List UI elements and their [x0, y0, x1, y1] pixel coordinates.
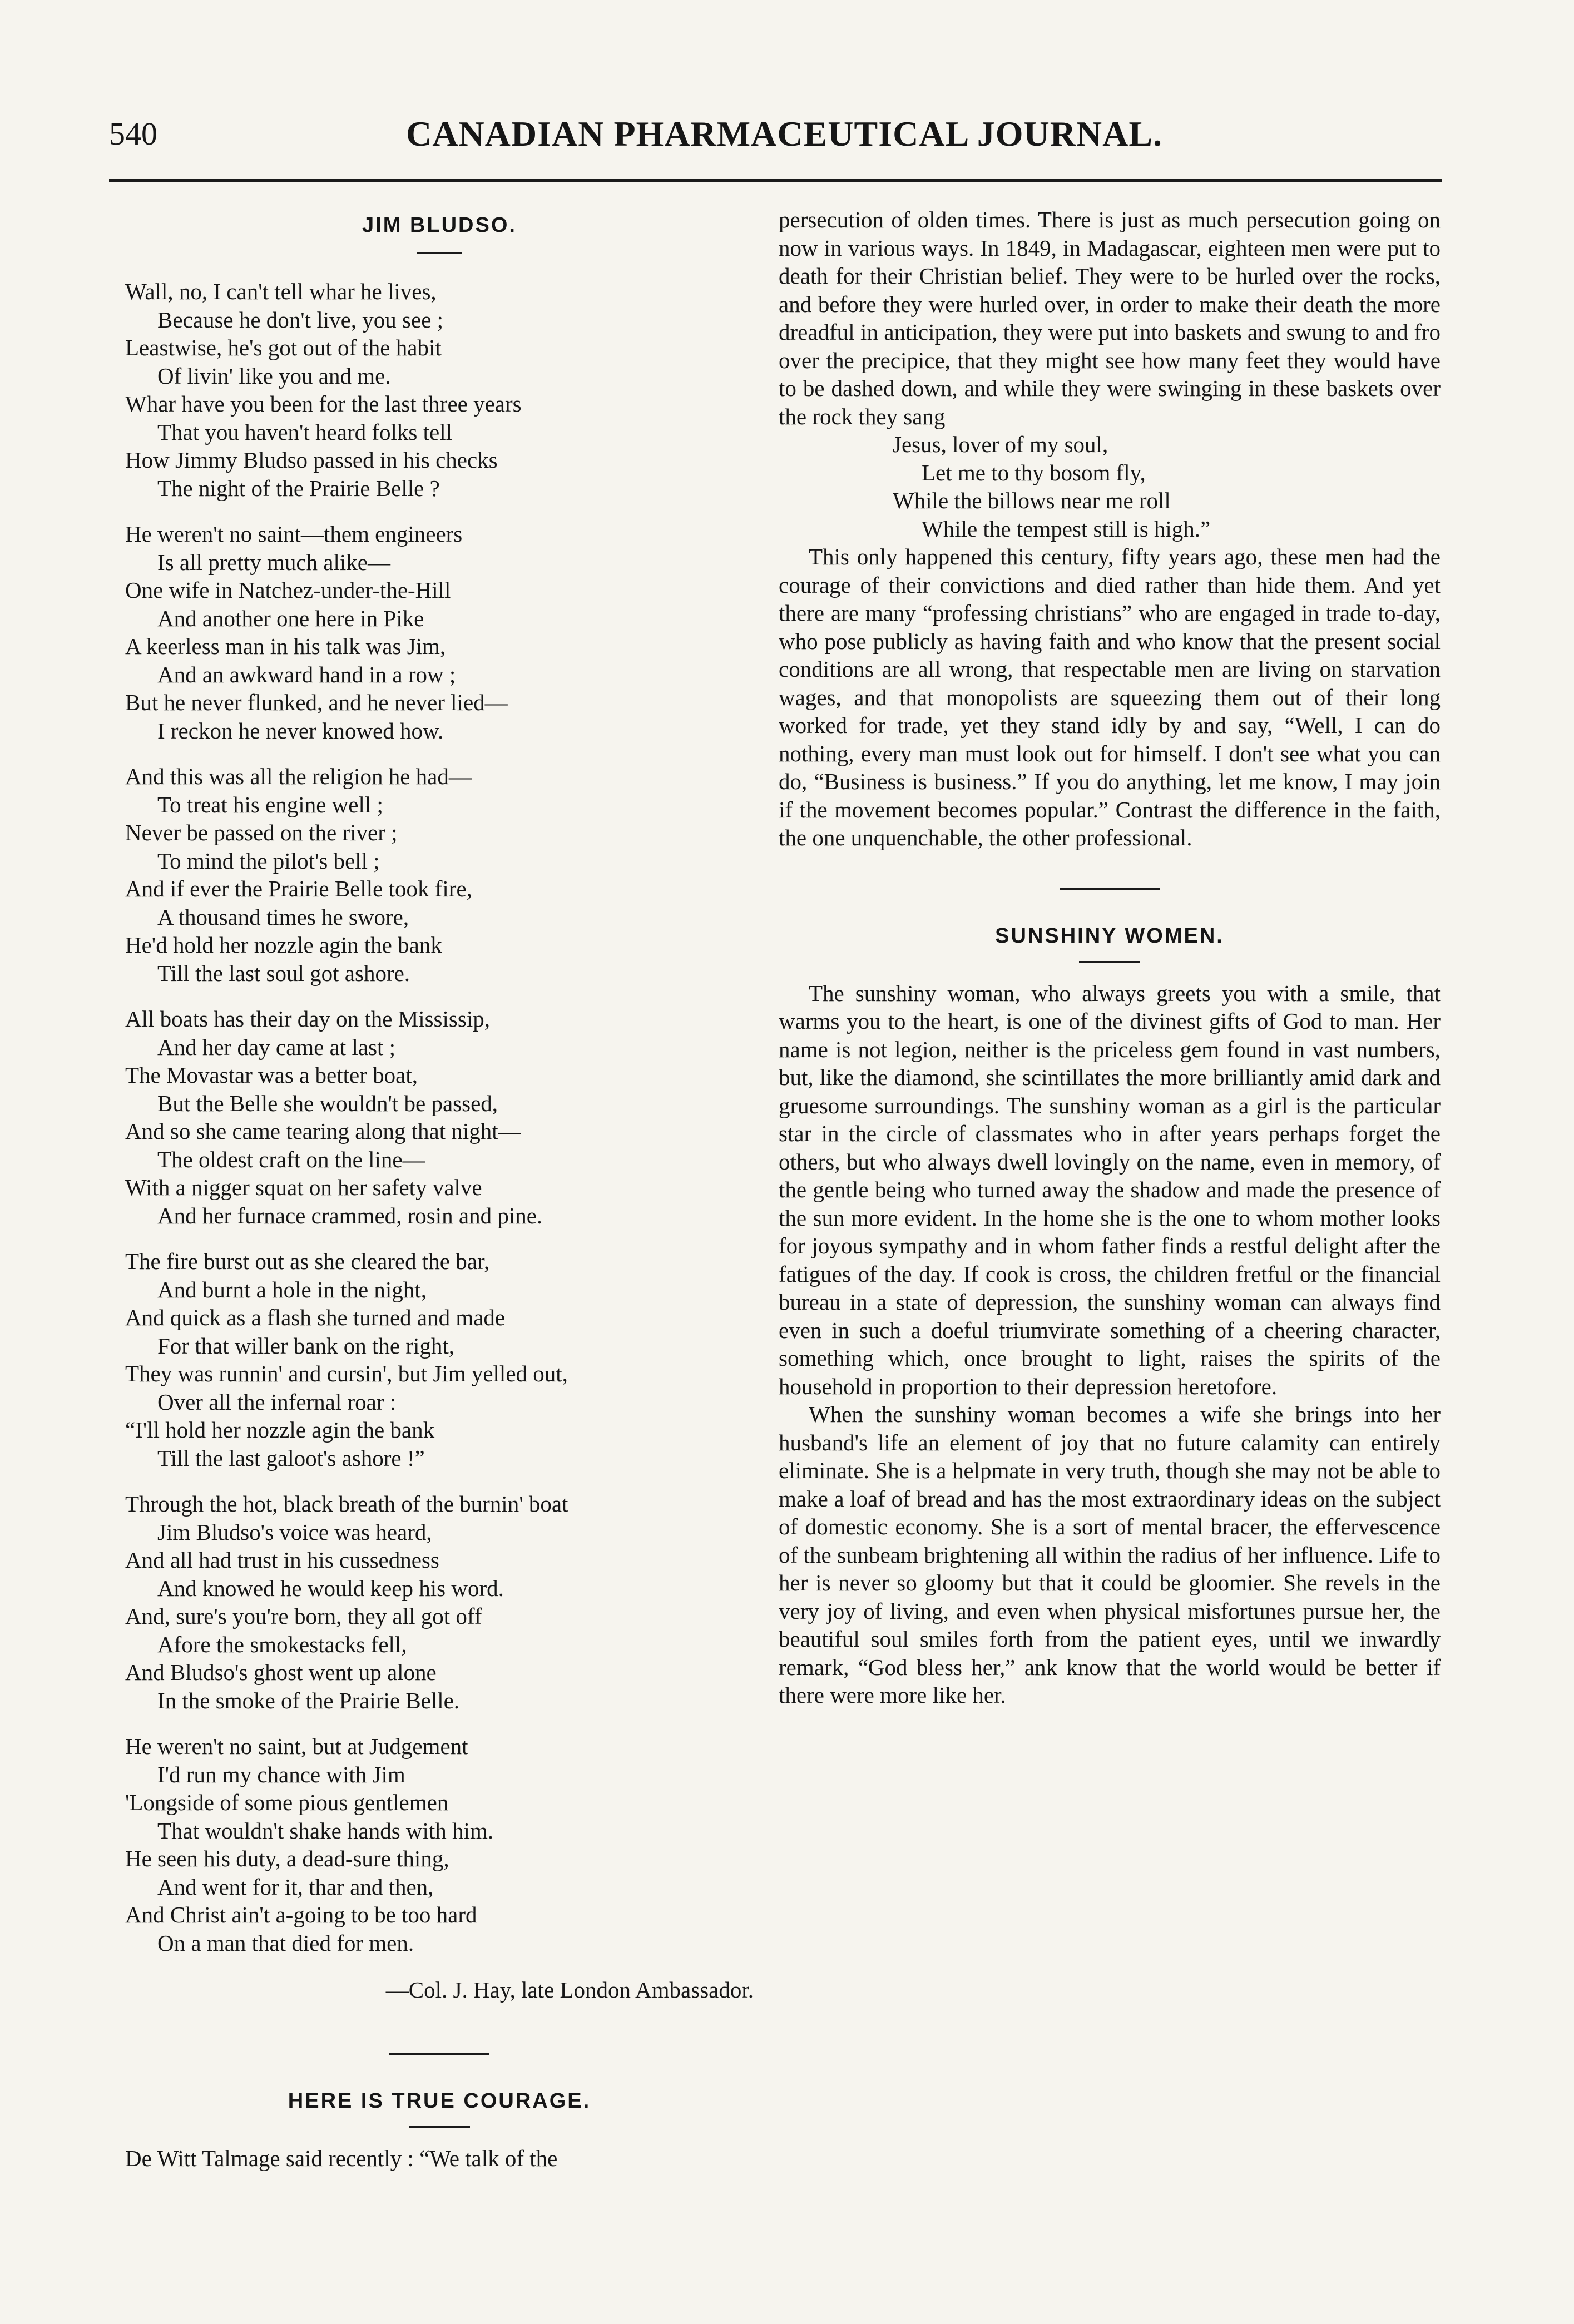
- title-dash: [1079, 961, 1140, 963]
- section-divider: [1060, 888, 1160, 890]
- courage-title: HERE IS TRUE COURAGE.: [288, 2089, 591, 2113]
- poem-line: In the smoke of the Prairie Belle.: [157, 1687, 460, 1713]
- header-rule: [109, 179, 1442, 182]
- poem-line: And went for it, thar and then,: [157, 1874, 434, 1900]
- poem-line: And burnt a hole in the night,: [157, 1276, 427, 1302]
- section-divider: [389, 2053, 489, 2055]
- poem-line: Till the last galoot's ashore !”: [157, 1445, 425, 1471]
- poem-line: Because he don't live, you see ;: [157, 306, 444, 333]
- poem-line: And her day came at last ;: [157, 1034, 396, 1060]
- poem-line: Of livin' like you and me.: [157, 363, 391, 389]
- poem-stanza: [125, 762, 754, 987]
- poem-line: And Bludso's ghost went up alone: [125, 1659, 437, 1685]
- poem-line: Leastwise, he's got out of the habit: [125, 335, 442, 360]
- poem-line: On a man that died for men.: [157, 1930, 414, 1956]
- poem-line: Is all pretty much alike—: [157, 549, 390, 575]
- hymn-line: While the billows near me roll: [893, 488, 1171, 513]
- poem-line: He'd hold her nozzle agin the bank: [125, 932, 442, 958]
- poem-line: But he never flunked, and he never lied—: [125, 690, 508, 715]
- poem-stanza: [125, 1490, 754, 1714]
- poem-line: And her furnace crammed, rosin and pine.: [157, 1202, 543, 1228]
- poem-line: And Christ ain't a-going to be too hard: [125, 1902, 477, 1927]
- courage-paragraph-continued: persecution of olden times. There is just as much persecution going on now in various ways. In 1849, in Madagascar, eighteen men were put to death for their Christian belief. They were to be hurled over the rocks, and before they were hurled over, in order to make their death the more dreadful in anticipation, they were put into baskets and swung to and fro over the precipice, that they might see how many feet they would have to be dashed down, and while they were swinging in these baskets over the rock they sang: [779, 207, 1441, 429]
- poem-line: 'Longside of some pious gentlemen: [125, 1790, 449, 1815]
- poem-title: JIM BLUDSO.: [362, 214, 517, 237]
- poem-line: And knowed he would keep his word.: [157, 1575, 504, 1601]
- poem-line: One wife in Natchez-under-the-Hill: [125, 577, 451, 603]
- poem-attribution: —Col. J. Hay, late London Ambassador.: [385, 1977, 754, 2003]
- poem-line: A thousand times he swore,: [157, 904, 409, 930]
- poem-line: With a nigger squat on her safety valve: [125, 1175, 482, 1200]
- poem-line: To mind the pilot's bell ;: [157, 848, 380, 874]
- hymn-line: Jesus, lover of my soul,: [893, 432, 1108, 457]
- poem-line: And quick as a flash she turned and made: [125, 1305, 506, 1330]
- poem-line: How Jimmy Bludso passed in his checks: [125, 447, 498, 473]
- courage-opening: De Witt Talmage said recently : “We talk of the: [125, 2145, 558, 2171]
- title-dash: [417, 252, 462, 254]
- poem-line: He weren't no saint—them engineers: [125, 521, 463, 547]
- page-number: 540: [109, 116, 157, 152]
- sunshiny-title: SUNSHINY WOMEN.: [995, 924, 1224, 948]
- poem-line: Over all the infernal roar :: [157, 1389, 397, 1415]
- poem-line: Afore the smokestacks fell,: [157, 1631, 407, 1657]
- poem-line: But the Belle she wouldn't be passed,: [157, 1090, 498, 1116]
- poem-line: They was runnin' and cursin', but Jim yelled out,: [125, 1361, 568, 1386]
- hymn-line: Let me to thy bosom fly,: [922, 459, 1146, 485]
- right-column: [779, 206, 1441, 1709]
- poem-line: And if ever the Prairie Belle took fire,: [125, 876, 472, 901]
- poem-line: And so she came tearing along that night—: [125, 1118, 521, 1144]
- poem-line: To treat his engine well ;: [157, 791, 383, 817]
- poem-line: He seen his duty, a dead-sure thing,: [125, 1846, 449, 1871]
- left-column: [125, 206, 754, 2173]
- poem-line: For that willer bank on the right,: [157, 1332, 455, 1359]
- poem-line: A keerless man in his talk was Jim,: [125, 633, 446, 659]
- poem-line: Never be passed on the river ;: [125, 820, 398, 845]
- poem-line: And all had trust in his cussedness: [125, 1547, 439, 1573]
- poem-body: [125, 278, 754, 1957]
- hymn-line: While the tempest still is high.”: [922, 516, 1211, 542]
- poem-line: And, sure's you're born, they all got off: [125, 1603, 482, 1629]
- poem-stanza: [125, 1732, 754, 1957]
- poem-line: “I'll hold her nozzle agin the bank: [125, 1417, 435, 1443]
- poem-stanza: [125, 1005, 754, 1230]
- poem-stanza: [125, 278, 754, 502]
- poem-line: The oldest craft on the line—: [157, 1146, 425, 1172]
- journal-title: CANADIAN PHARMACEUTICAL JOURNAL.: [406, 114, 1163, 153]
- poem-line: And another one here in Pike: [157, 605, 424, 631]
- poem-line: And an awkward hand in a row ;: [157, 661, 456, 687]
- poem-line: That wouldn't shake hands with him.: [157, 1817, 494, 1844]
- poem-line: He weren't no saint, but at Judgement: [125, 1733, 468, 1759]
- poem-line: Whar have you been for the last three years: [125, 391, 522, 417]
- poem-line: Wall, no, I can't tell whar he lives,: [125, 279, 437, 304]
- poem-stanza: [125, 1247, 754, 1472]
- poem-line: The fire burst out as she cleared the bar,: [125, 1248, 490, 1274]
- poem-line: All boats has their day on the Mississip,: [125, 1006, 490, 1032]
- poem-line: The Movastar was a better boat,: [125, 1062, 418, 1088]
- poem-line: I reckon he never knowed how.: [157, 717, 444, 744]
- poem-line: I'd run my chance with Jim: [157, 1761, 405, 1787]
- hymn-quote: [779, 430, 1441, 543]
- poem-line: And this was all the religion he had—: [125, 764, 472, 789]
- sunshiny-paragraph-1: The sunshiny woman, who always greets you with a smile, that warms you to the heart, is one of the divinest gifts of God to man. Her name is not legion, neither is the priceless gem found in vast numbers, but, like the diamond, she scintillates the more brilliantly amid dark and gruesome surroundings. The sunshiny woman as a girl is the particular star in the circle of classmates who in after years perhaps forget the others, but who always dwell lovingly on the name, even in memory, of the gentle being who turned away the shadow and made the presence of the sun more evident. In the home she is the one to whom mother looks for joyous sympathy and in whom father finds a restful delight after the fatigues of the day. If cook is cross, the children fretful or the financial bureau in a state of depression, the sunshiny woman can always find even in such a doeful triumvirate something of a cheering character, something which, once brought to light, raises the spirits of the household in proportion to their depression heretofore.: [779, 980, 1441, 1399]
- poem-stanza: [125, 520, 754, 745]
- title-dash: [409, 2126, 470, 2128]
- page-header: [0, 109, 1574, 159]
- poem-line: Till the last soul got ashore.: [157, 960, 410, 986]
- sunshiny-paragraph-2: When the sunshiny woman becomes a wife she brings into her husband's life an element of joy that no future calamity can entirely eliminate. She is a helpmate in very truth, though she may not be able to make a loaf of bread and has the most extraordinary ideas on the subject of domestic economy. She is a sort of mental bracer, the effervescence of the sunbeam brightening all within the radius of her influence. Life to her is never so gloomy but that it could be gloomier. She revels in the very joy of living, and even when physical misfortunes pursue her, the beautiful soul smiles forth from the patient eyes, until we inwardly remark, “God bless her,” ank know that the world would be better if there were more like her.: [779, 1401, 1441, 1708]
- poem-line: Through the hot, black breath of the burnin' boat: [125, 1491, 568, 1517]
- courage-paragraph-2: This only happened this century, fifty years ago, these men had the courage of their convictions and died rather than hide them. And yet there are many “professing christians” who are engaged in trade to-day, who pose publicly as having faith and who know that the present social conditions are all wrong, that respectable men are living on starvation wages, and that monopolists are squeezing them out of their long worked for trade, yet they stand idly by and say, “Well, I can do nothing, every man must look out for himself. I don't see what you can do, “Business is business.” If you do anything, let me know, I may join if the movement becomes popular.” Contrast the difference in the faith, the one unquenchable, the other professional.: [779, 544, 1441, 850]
- poem-line: That you haven't heard folks tell: [157, 419, 452, 445]
- poem-line: The night of the Prairie Belle ?: [157, 475, 440, 501]
- poem-line: Jim Bludso's voice was heard,: [157, 1519, 432, 1545]
